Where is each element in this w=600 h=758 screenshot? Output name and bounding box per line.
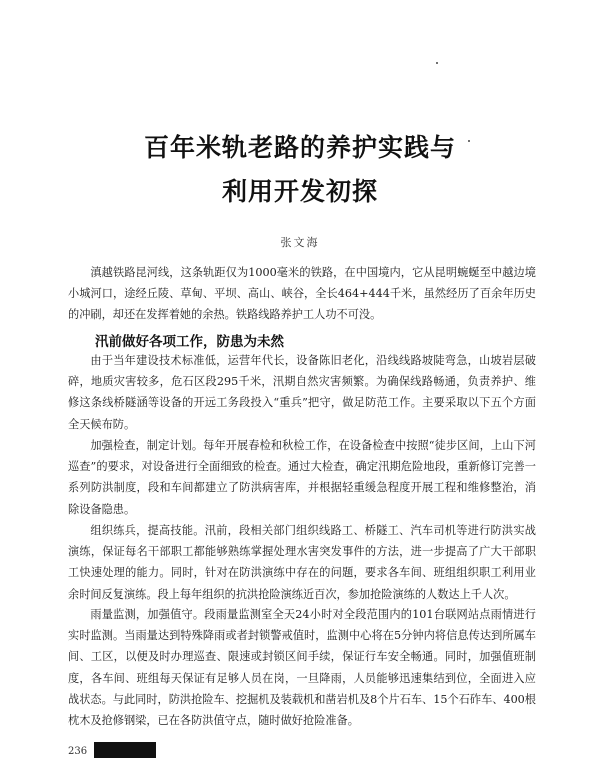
scan-speck xyxy=(436,62,438,64)
article-title-line-1: 百年米轨老路的养护实践与 xyxy=(143,133,456,162)
scan-speck xyxy=(468,140,470,142)
redaction-bar xyxy=(94,742,156,758)
intro-paragraph: 滇越铁路昆河线，这条轨距仅为1000毫米的铁路，在中国境内，它从昆明蜿蜒至中越边境小城河口，途经丘陵、草甸、平坝、高山、峡谷，全长464+444千米，虽然经历了百余年历史的冲刷，却还在发挥着她的余热。铁路线路养护工人功不可没。 xyxy=(68,266,536,322)
author-name: 张文海 xyxy=(280,236,320,249)
body-paragraph-4: 雨量监测，加强值守。段雨量监测室全天24小时对全段范围内的101台联网站点雨情进行实时监测。当雨量达到特殊降雨或者封锁警戒值时，监测中心将在5分钟内将信息传达到所属车间、工区，以便及时办理巡查、限速或封锁区间手续，保证行车安全畅通。同时，加强值班制度，各车间、班组每天保证有足够人员在岗，一旦降雨，人员能够迅速集结到位，全面进入应战状态。与此同时，防洪抢险车、挖掘机及装载机和凿岩机及8个片石车、15个石砟车、400根枕木及抢修钢梁，已在各防洪值守点，随时做好抢险准备。 xyxy=(68,608,536,728)
body-paragraph-1: 由于当年建设技术标准低，运营年代长，设备陈旧老化，沿线线路坡陡弯急，山坡岩层破碎，地质灾害较多，危石区段295千米，汛期自然灾害频繁。为确保线路畅通，负责养护、维修这条线桥隧涵等设备的开远工务段投入“重兵”把守，做足防范工作。主要采取以下五个方面全天候布防。 xyxy=(68,354,536,431)
body-paragraph-3: 组织练兵，提高技能。汛前，段相关部门组织线路工、桥隧工、汽车司机等进行防洪实战演练，保证每名干部职工都能够熟练掌握处理水害突发事件的方法，进一步提高了广大干部职工快速处理的能力。同时，针对在防洪演练中存在的问题，要求各车间、班组组织职工利用业余时间反复演练。段上每年组织的抗洪抢险演练近百次，参加抢险演练的人数达上千人次。 xyxy=(68,524,536,601)
article-title-line-2: 利用开发初探 xyxy=(221,177,378,206)
page-number: 236 xyxy=(68,746,88,757)
section-heading: 汛前做好各项工作，防患为未然 xyxy=(95,334,284,350)
body-paragraph-2: 加强检查，制定计划。每年开展春检和秋检工作，在设备检查中按照“徒步区间，上山下河巡查”的要求，对设备进行全面细致的检查。通过大检查，确定汛期危险地段，重新修订完善一系列防洪制度，段和车间都建立了防洪病害库，并根据轻重缓急程度开展工程和维修整治，消除设备隐患。 xyxy=(68,439,536,516)
